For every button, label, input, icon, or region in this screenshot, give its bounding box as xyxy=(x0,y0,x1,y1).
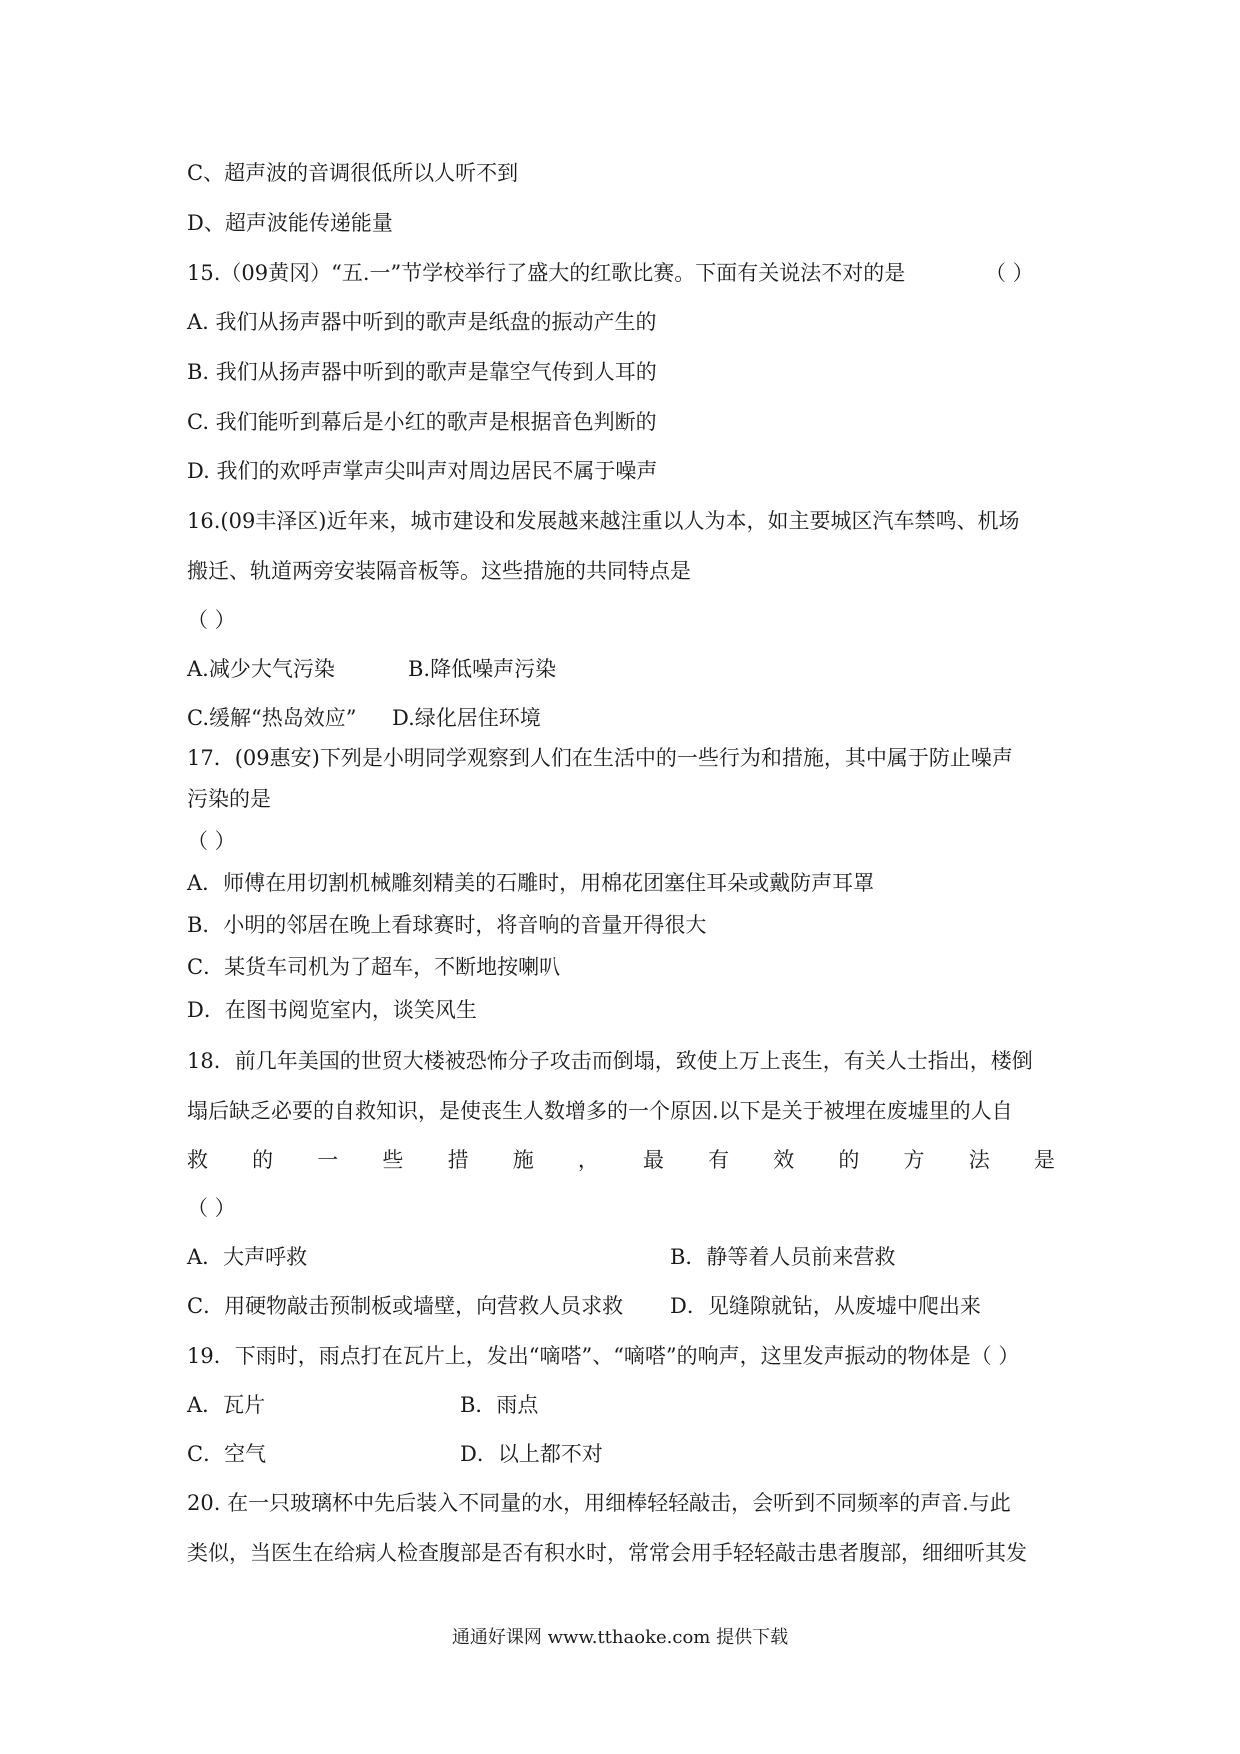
q18-char: 法 xyxy=(968,1148,990,1172)
q16-answer-bracket: （ ） xyxy=(187,608,236,632)
q15-answer-bracket: （ ） xyxy=(985,261,1034,285)
q18-char: 效 xyxy=(773,1148,795,1172)
q18-char: ， xyxy=(577,1148,599,1172)
q18-option-b: B．静等着人员前来营救 xyxy=(670,1245,896,1269)
q18-char: 的 xyxy=(838,1148,860,1172)
q19-stem: 19．下雨时，雨点打在瓦片上，发出“嘀嗒”、“嘀嗒”的响声，这里发声振动的物体是（ ） xyxy=(187,1344,1020,1368)
q19-option-b: B．雨点 xyxy=(460,1393,539,1417)
q14-option-c: C、超声波的音调很低所以人听不到 xyxy=(187,161,519,185)
q18-char: 最 xyxy=(642,1148,664,1172)
q18-option-d: D．见缝隙就钻，从废墟中爬出来 xyxy=(670,1294,981,1318)
q15-option-d: D. 我们的欢呼声掌声尖叫声对周边居民不属于噪声 xyxy=(187,459,658,483)
q18-char: 些 xyxy=(382,1148,404,1172)
q18-stem-line1: 18．前几年美国的世贸大楼被恐怖分子攻击而倒塌，致使上万上丧生，有关人士指出，楼倒 xyxy=(187,1049,1033,1073)
q17-stem-line1: 17．(09惠安)下列是小明同学观察到人们在生活中的一些行为和措施，其中属于防止噪声 xyxy=(187,746,1013,770)
q18-option-a: A．大声呼救 xyxy=(187,1245,308,1269)
q16-option-b: B.降低噪声污染 xyxy=(408,657,557,681)
q17-answer-bracket: （ ） xyxy=(187,829,236,853)
q18-char: 措 xyxy=(447,1148,469,1172)
q18-option-c: C．用硬物敲击预制板或墙壁，向营救人员求救 xyxy=(187,1294,624,1318)
q15-stem: 15.（09黄冈）“五.一”节学校举行了盛大的红歌比赛。下面有关说法不对的是 xyxy=(187,261,906,285)
q16-stem-line1: 16.(09丰泽区)近年来，城市建设和发展越来越注重以人为本，如主要城区汽车禁鸣、机场 xyxy=(187,509,1020,533)
q17-option-a: A．师傅在用切割机械雕刻精美的石雕时，用棉花团塞住耳朵或戴防声耳罩 xyxy=(187,871,875,895)
q20-stem-line2: 类似，当医生在给病人检查腹部是否有积水时，常常会用手轻轻敲击患者腹部，细细听其发 xyxy=(187,1541,1027,1565)
page-footer: 通通好课网 www.tthaoke.com 提供下载 xyxy=(451,1627,789,1648)
q18-char: 是 xyxy=(1033,1148,1055,1172)
q20-stem-line1: 20. 在一只玻璃杯中先后装入不同量的水，用细棒轻轻敲击，会听到不同频率的声音.与此 xyxy=(187,1491,1011,1515)
q18-char: 救 xyxy=(187,1148,208,1172)
q15-option-b: B. 我们从扬声器中听到的歌声是靠空气传到人耳的 xyxy=(187,360,657,384)
q17-stem-line2: 污染的是 xyxy=(187,787,271,811)
q18-stem-line2: 塌后缺乏必要的自救知识，是使丧生人数增多的一个原因.以下是关于被埋在废墟里的人自 xyxy=(187,1099,1013,1123)
q18-char: 的 xyxy=(252,1148,274,1172)
q16-option-c: C.缓解“热岛效应” xyxy=(187,706,357,730)
q18-char: 施 xyxy=(512,1148,534,1172)
q19-option-a: A．瓦片 xyxy=(187,1393,266,1417)
q18-answer-bracket: （ ） xyxy=(187,1196,236,1220)
q16-option-d: D.绿化居住环境 xyxy=(392,706,541,730)
q18-char: 一 xyxy=(317,1148,339,1172)
q18-stem-line3 xyxy=(187,1145,1055,1175)
q15-option-c: C. 我们能听到幕后是小红的歌声是根据音色判断的 xyxy=(187,410,657,434)
q15-option-a: A. 我们从扬声器中听到的歌声是纸盘的振动产生的 xyxy=(187,310,657,334)
q17-option-c: C．某货车司机为了超车，不断地按喇叭 xyxy=(187,955,561,979)
q19-option-c: C．空气 xyxy=(187,1442,267,1466)
q18-char: 有 xyxy=(708,1148,730,1172)
q16-stem-line2: 搬迁、轨道两旁安装隔音板等。这些措施的共同特点是 xyxy=(187,559,691,583)
q14-option-d: D、超声波能传递能量 xyxy=(187,211,393,235)
q17-option-b: B．小明的邻居在晚上看球赛时，将音响的音量开得很大 xyxy=(187,913,707,937)
q18-char: 方 xyxy=(903,1148,925,1172)
q19-option-d: D．以上都不对 xyxy=(460,1442,603,1466)
q17-option-d: D．在图书阅览室内，谈笑风生 xyxy=(187,998,477,1022)
q16-option-a: A.减少大气污染 xyxy=(187,657,335,681)
